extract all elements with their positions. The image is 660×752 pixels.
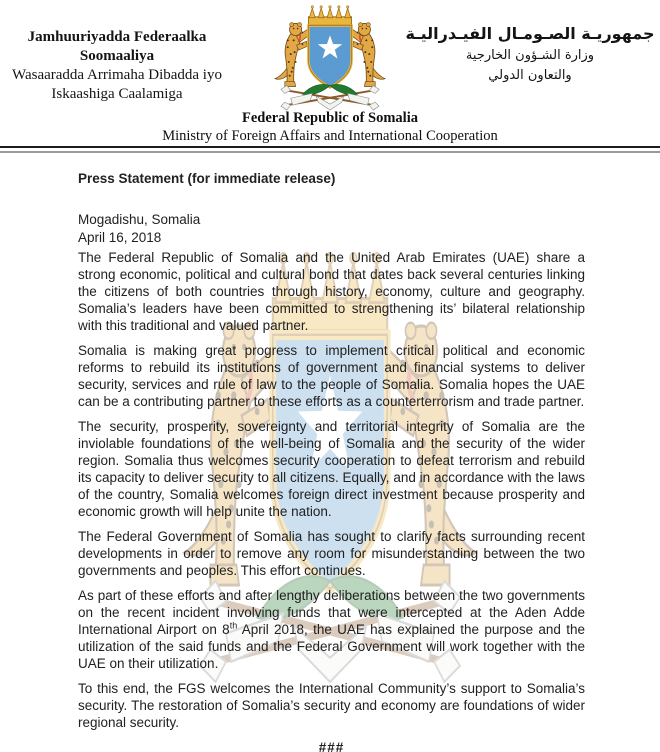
english-ministry-name: Ministry of Foreign Affairs and International Cooperation <box>162 128 498 144</box>
paragraph-5-text-cont: April 2018, the UAE has explained the purpose and the utilization of the said funds and the Federal Government will work together with the UAE on their utilization. <box>78 622 585 671</box>
arabic-country-name: جمهوريـة الصـومـال الفيـدراليـة <box>405 24 655 43</box>
letterhead <box>0 0 660 156</box>
paragraph-1: The Federal Republic of Somalia and the United Arab Emirates (UAE) share a strong economic, political and cultural bond that dates back several centuries linking the citizens of both countries through history, economy, culture and geography. Somalia’s leaders have been committed to strengthening its’ bilateral relationship with this traditional and valued partner. <box>78 250 585 333</box>
paragraph-5-text: As part of these efforts and after lengthy deliberations between the two governments on the recent incident involving funds that were intercepted at the Aden Adde International Airport on 8 <box>78 588 585 637</box>
letterhead-somali-title <box>6 28 228 104</box>
somali-ministry-line1: Wasaaradda Arrimaha Dibadda iyo <box>12 67 222 83</box>
document-title: Press Statement (for immediate release) <box>78 171 336 186</box>
press-statement-body <box>78 170 585 752</box>
paragraph-2: Somalia is making great progress to implement critical political and economic reforms to rebuild its institutions of government and financial systems to deliver security, services and rule of law to the people of Somalia. Somalia hopes the UAE can be a contributing partner to these efforts as a counterterrorism and trade partner. <box>78 343 585 409</box>
arabic-ministry-line2: والتعاون الدولي <box>488 68 572 83</box>
dateline-location: Mogadishu, Somalia <box>78 212 201 227</box>
paragraph-5 <box>78 587 585 672</box>
somali-country-name: Jamhuuriyadda Federaalka Soomaaliya <box>27 29 207 64</box>
dateline-date: April 16, 2018 <box>78 230 162 245</box>
somalia-coat-of-arms-icon <box>261 3 399 113</box>
somali-ministry-line2: Iskaashiga Caalamiga <box>51 86 183 102</box>
paragraph-3: The security, prosperity, sovereignty and territorial integrity of Somalia are the inviolable foundations of the well-being of Somalia and the security of the wider region. Somalia thus welcomes security cooperation to defeat terrorism and rebuild its capacity to deliver security to all citizens. Equally, and in accordance with the laws of the country, Somalia welcomes foreign direct investment because prosperity and economic growth will help unite the nation. <box>78 419 585 519</box>
ordinal-superscript: th <box>229 620 238 631</box>
letterhead-arabic-title <box>404 22 656 86</box>
arabic-ministry-line1: وزارة الشـؤون الخارجية <box>465 48 595 63</box>
english-country-name: Federal Republic of Somalia <box>241 110 418 126</box>
paragraph-6: To this end, the FGS welcomes the International Community’s support to Somalia’s security. The restoration of Somalia’s security and economy are foundations of wider regional security. <box>78 681 585 730</box>
end-of-release-mark: ### <box>318 740 345 752</box>
paragraph-4: The Federal Government of Somalia has sought to clarify facts surrounding recent developments in order to remove any room for misunderstanding between the two governments and peoples. This effort continues. <box>78 529 585 578</box>
header-divider <box>0 146 660 153</box>
